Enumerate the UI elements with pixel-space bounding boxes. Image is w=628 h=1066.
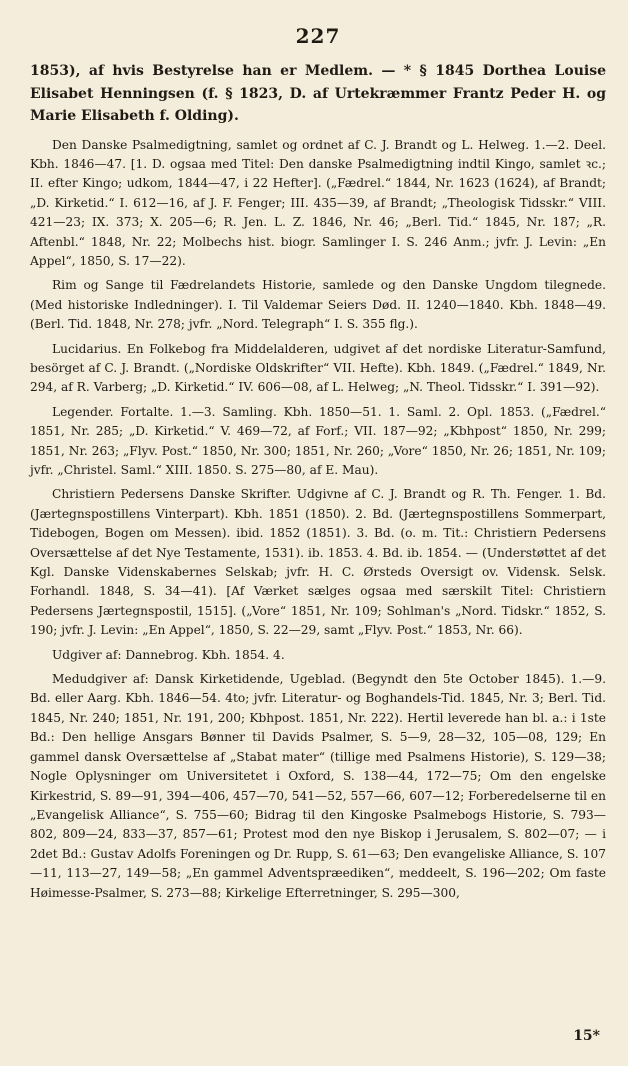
paragraph-lucidarius: Lucidarius. En Folkebog fra Middelalderen, udgivet af det nordiske Literatur-Samfund, besörget af C. J. Brandt. („Nordiske Oldskrifter“ VII. Hefte). Kbh. 1849. („Fædrel.“ 1849, Nr. 294, af R. Varberg; „D. Kirketid.“ IV. 606—08, af L. Helweg; „N. Theol. Tidsskr.“ I. 391—92). (30, 341, 606, 395)
paragraph-christiern-pedersen: Christiern Pedersens Danske Skrifter. Udgivne af C. J. Brandt og R. Th. Fenger. 1. Bd. (Jærtegnspostillens Vinterpart). Kbh. 1851 (1850). 2. Bd. (Jærtegnspostillens Sommerpart, Tidebogen, Bogen om Messen). ibid. 1852 (1851). 3. Bd. (o. m. Tit.: Christiern Pedersens Oversættelse af det Nye Testamente, 1531). ib. 1853. 4. Bd. ib. 1854. — (Understøttet af det Kgl. Danske Videnskabernes Selskab; jvfr. H. C. Ørsteds Oversigt ov. Vidensk. Selsk. Forhandl. 1848, S. 34—41). [Af Værket sælges ogsaa med særskilt Titel: Christiern Pedersens Jærtegnspostil, 1515]. („Vore“ 1851, Nr. 109; Sohlman's „Nord. Tidskr.“ 1852, S. 190; jvfr. J. Levin: „En Appel“, 1850, S. 22—29, samt „Flyv. Post.“ 1853, Nr. 66). (30, 487, 606, 638)
signature-mark: 15* (573, 1028, 600, 1044)
paragraph-kirketidende: Medudgiver af: Dansk Kirketidende, Ugeblad. (Begyndt den 5te October 1845). 1.—9. Bd. eller Aarg. Kbh. 1846—54. 4to; jvfr. Literatur- og Boghandels-Tid. 1845, Nr. 3; Berl. Tid. 1845, Nr. 240; 1851, Nr. 191, 200; Kbhpost. 1851, Nr. 222). Hertil leverede han bl. a.: i 1ste Bd.: Den hellige Ansgars Bønner til Davids Psalmer, S. 5—9, 28—32, 105—08, 129; En gammel dansk Oversættelse af „Stabat mater“ (tillige med Psalmens Historie), S. 129—38; Nogle Oplysninger om Universitetet i Oxford, S. 138—44, 172—75; Om den engelske Kirkestrid, S. 89—91, 394—406, 457—70, 541—52, 557—66, 607—12; Forberedelserne til en „Evangelisk Alliance“, S. 755—60; Bidrag til den Kingoske Psalmebogs Historie, S. 793—802, 809—24, 833—37, 857—61; Protest mod den nye Biskop i Jerusalem, S. 802—07; — i 2det Bd.: Gustav Adolfs Foreningen og Dr. Rupp, S. 61—63; Den evangeliske Alliance, S. 107—11, 113—27, 149—58; „En gammel Adventspræediken“, meddeelt, S. 196—202; Om faste Høimesse-Psalmer, S. 273—88; Kirkelige Efterretninger, S. 295—300, (30, 672, 606, 900)
paragraph-psalmedigtning: Den Danske Psalmedigtning, samlet og ordnet af C. J. Brandt og L. Helweg. 1.—2. Deel. Kbh. 1846—47. [1. D. ogsaa med Titel: Den danske Psalmedigtning indtil Kingo, samlet ꝛc.; II. efter Kingo; udkom, 1844—47, i 22 Hefter]. („Fædrel.“ 1844, Nr. 1623 (1624), af Brandt; „D. Kirketid.“ I. 612—16, af J. F. Fenger; III. 435—39, af Brandt; „Theologisk Tidsskr.“ VIII. 421—23; IX. 373; X. 205—6; R. Jen. L. Z. 1846, Nr. 46; „Berl. Tid.“ 1845, Nr. 187; „R. Aftenbl.“ 1848, Nr. 22; Molbechs hist. biogr. Samlinger I. S. 246 Anm.; jvfr. J. Levin: „En Appel“, 1850, S. 17—22). (30, 137, 606, 268)
page-number: 227 (295, 24, 341, 48)
paragraph-rim-og-sange: Rim og Sange til Fædrelandets Historie, samlede og den Danske Ungdom tilegnede. (Med historiske Indledninger). I. Til Valdemar Seiers Død. II. 1240—1840. Kbh. 1848—49. (Berl. Tid. 1848, Nr. 278; jvfr. „Nord. Telegraph“ I. S. 355 flg.). (30, 278, 606, 332)
paragraph-legender: Legender. Fortalte. 1.—3. Samling. Kbh. 1850—51. 1. Saml. 2. Opl. 1853. („Fædrel.“ 1851, Nr. 285; „D. Kirketid.“ V. 469—72, af Forf.; VII. 187—92; „Kbhpost“ 1850, Nr. 299; 1851, Nr. 263; „Flyv. Post.“ 1850, Nr. 300; 1851, Nr. 260; „Vore“ 1850, Nr. 26; 1851, Nr. 109; jvfr. „Christel. Saml.“ XIII. 1850. S. 275—80, af E. Mau). (30, 404, 606, 477)
paragraph-opening: 1853), af hvis Bestyrelse han er Medlem. — * § 1845 Dorthea Louise Elisabet Henningsen (f. § 1823, D. af Urtekræmmer Frantz Peder H. og Marie Elisabeth f. Olding). (30, 63, 606, 124)
paragraph-dannebrog: Udgiver af: Dannebrog. Kbh. 1854. 4. (52, 647, 285, 662)
